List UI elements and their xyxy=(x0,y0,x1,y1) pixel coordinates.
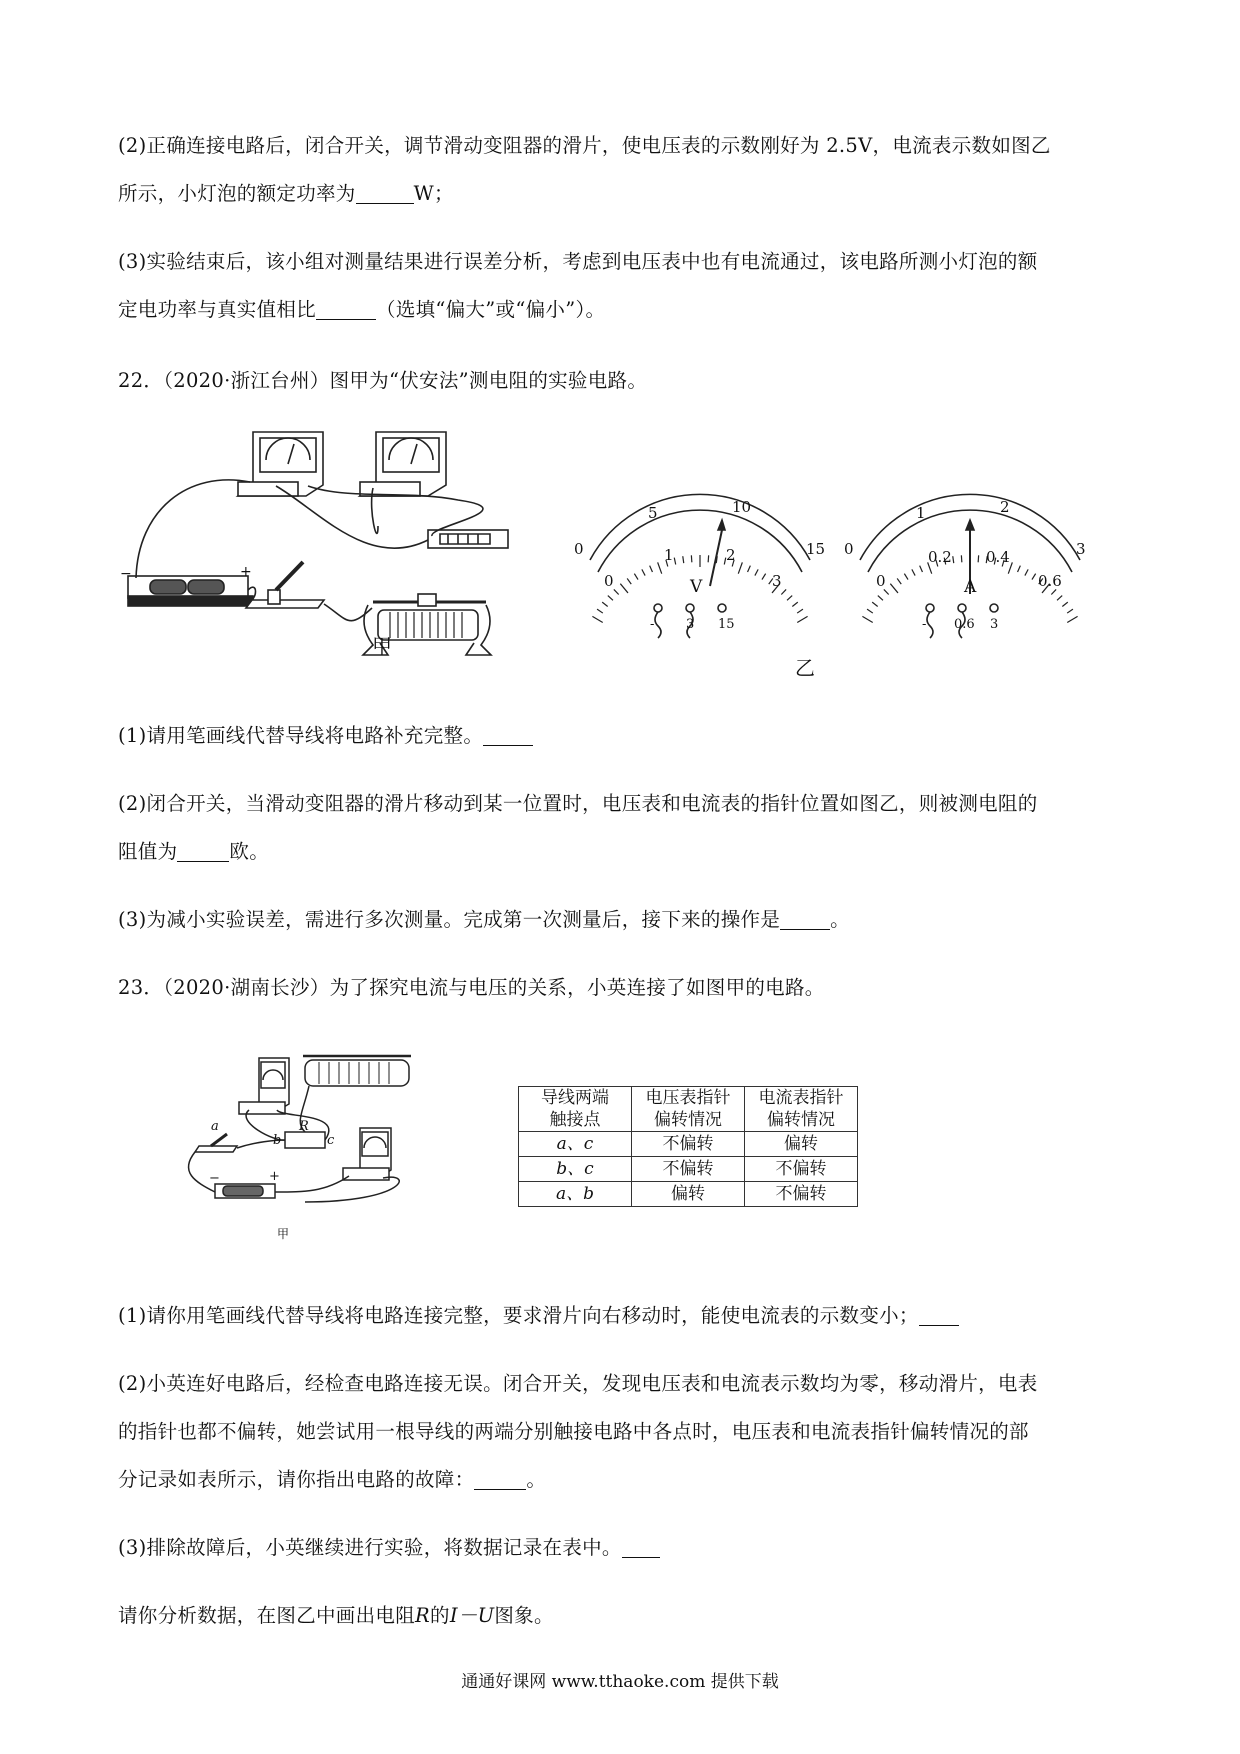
meters-svg xyxy=(570,490,1110,650)
answer-blank[interactable] xyxy=(316,297,376,320)
v-term-neg: - xyxy=(650,617,655,632)
q21-part3-line1: (3)实验结束后，该小组对测量结果进行误差分析，考虑到电压表中也有电流通过，该电路所测小灯泡的额 xyxy=(118,250,1038,273)
q23-part2-line3 xyxy=(118,1456,1128,1504)
meter-tick xyxy=(762,574,766,580)
meter-tick xyxy=(602,602,607,606)
table-header: 电流表指针 偏转情况 xyxy=(745,1087,858,1132)
q22-part2-line2 xyxy=(118,828,1128,876)
svg-text:−: − xyxy=(209,1171,220,1186)
q21-part3-line2 xyxy=(118,286,1128,334)
q22-part2-unit: 欧。 xyxy=(229,840,270,863)
meter-tick xyxy=(620,584,628,593)
table-cell: 不偏转 xyxy=(745,1182,858,1207)
meter-tick xyxy=(738,562,742,573)
q21-part2-unit: W； xyxy=(413,182,454,205)
answer-blank[interactable] xyxy=(780,907,830,930)
table-header: 电压表指针 偏转情况 xyxy=(632,1087,745,1132)
q23-part3-text: (3)排除故障后，小英继续进行实验，将数据记录在表中。 xyxy=(118,1536,622,1559)
v-bot-3: 3 xyxy=(772,572,782,590)
q23-part1-text: (1)请你用笔画线代替导线将电路连接完整，要求滑片向右移动时，能使电流表的示数变小； xyxy=(118,1304,919,1327)
meter-tick xyxy=(755,569,758,575)
meter-tick xyxy=(634,574,638,580)
meter-tick xyxy=(912,569,915,575)
table-row xyxy=(519,1157,858,1182)
meter-tick xyxy=(953,556,954,563)
meter-tick xyxy=(674,558,675,565)
v-term-3: 3 xyxy=(686,617,695,632)
a-term-06: 0.6 xyxy=(954,617,975,632)
point-c: c xyxy=(327,1133,335,1148)
voltmeter-symbol: V xyxy=(690,577,703,597)
meter-tick xyxy=(872,602,877,606)
answer-blank[interactable] xyxy=(919,1303,959,1326)
a-term-neg: - xyxy=(922,617,927,632)
meter-tick xyxy=(797,616,807,622)
q23-part2-line2: 的指针也都不偏转，她尝试用一根导线的两端分别触接电路中各点时，电压表和电流表指针偏转情况的部 xyxy=(118,1420,1029,1443)
v-top-0: 0 xyxy=(574,540,584,558)
q22-part3-text: (3)为减小实验误差，需进行多次测量。完成第一次测量后，接下来的操作是 xyxy=(118,908,781,931)
meter-tick xyxy=(890,584,898,593)
q23-part4-text3: 图象。 xyxy=(494,1604,554,1627)
a-top-1: 1 xyxy=(916,504,926,522)
meter-tick xyxy=(608,596,613,601)
a-bot-06: 0.6 xyxy=(1038,572,1062,590)
table-cell: 不偏转 xyxy=(745,1157,858,1182)
meter-tick xyxy=(1032,574,1036,580)
svg-text:+: + xyxy=(240,564,252,580)
table-cell: b、c xyxy=(519,1157,632,1182)
q22-figure-meters xyxy=(570,490,1110,650)
q22-caption-a: 甲 xyxy=(372,634,393,658)
table-cell: 不偏转 xyxy=(632,1157,745,1182)
table-cell: a、b xyxy=(519,1182,632,1207)
meter-tick xyxy=(862,616,872,622)
q23-figure-circuit xyxy=(185,1052,485,1252)
v-term-15: 15 xyxy=(718,617,735,632)
q23-fault-table xyxy=(518,1086,858,1207)
meter-tick xyxy=(642,569,645,575)
q23-part4-iu: I－U xyxy=(449,1604,495,1627)
q23-part1 xyxy=(118,1292,1128,1340)
a-bot-0: 0 xyxy=(876,572,886,590)
meter-tick xyxy=(884,589,889,594)
answer-blank[interactable] xyxy=(622,1535,660,1558)
q21-part2-text: 所示，小灯泡的额定功率为 xyxy=(118,182,356,205)
table-row xyxy=(519,1182,858,1207)
meter-tick xyxy=(592,616,602,622)
a-top-2: 2 xyxy=(1000,498,1010,516)
table-header: 导线两端 触接点 xyxy=(519,1087,632,1132)
q23-stem: 23．（2020·湖南长沙）为了探究电流与电压的关系，小英连接了如图甲的电路。 xyxy=(118,976,825,999)
ammeter-symbol: A xyxy=(964,577,977,597)
answer-blank[interactable] xyxy=(474,1467,526,1490)
q23-part4-text2: 的 xyxy=(430,1604,450,1627)
meter-tick xyxy=(920,566,923,572)
q22-stem: 22．（2020·浙江台州）图甲为“伏安法”测电阻的实验电路。 xyxy=(118,369,648,392)
q23-part3 xyxy=(118,1524,1128,1572)
answer-blank[interactable] xyxy=(483,723,533,746)
q22-part3 xyxy=(118,896,1128,944)
meter-tick xyxy=(897,578,901,584)
meter-tick xyxy=(1025,569,1028,575)
table-cell: 不偏转 xyxy=(632,1132,745,1157)
meter-tick xyxy=(781,589,786,594)
q21-part2-line2 xyxy=(118,170,1128,218)
meter-tick xyxy=(867,609,873,613)
a-top-3: 3 xyxy=(1076,540,1086,558)
v-bot-2: 2 xyxy=(726,546,736,564)
table-header-row xyxy=(519,1087,858,1132)
a-bot-04: 0.4 xyxy=(986,548,1010,566)
q21-part2-line1: (2)正确连接电路后，闭合开关，调节滑动变阻器的滑片，使电压表的示数刚好为 2.5V，电流表示数如图乙 xyxy=(118,134,1051,157)
q22-part1 xyxy=(118,712,1128,760)
meter-tick xyxy=(650,566,653,572)
table-row xyxy=(519,1132,858,1157)
q22-figure-circuit xyxy=(120,430,558,690)
q22-part2-text: 阻值为 xyxy=(118,840,178,863)
svg-text:−: − xyxy=(120,566,132,582)
table-cell: 偏转 xyxy=(632,1182,745,1207)
q22-part2-line1: (2)闭合开关，当滑动变阻器的滑片移动到某一位置时，电压表和电流表的指针位置如图乙，则被测电阻的 xyxy=(118,792,1038,815)
meter-tick xyxy=(748,566,751,572)
q23-part4 xyxy=(118,1592,1128,1640)
meter-tick xyxy=(597,609,603,613)
q23-part2-text: 分记录如表所示，请你指出电路的故障： xyxy=(118,1468,475,1491)
q23-part2-line1: (2)小英连好电路后，经检查电路连接无误。闭合开关，发现电压表和电流表示数均为零，移动滑片，电表 xyxy=(118,1372,1038,1395)
meter-labels xyxy=(574,498,1086,632)
meter-tick xyxy=(904,574,908,580)
q22-part3-end: 。 xyxy=(830,908,850,931)
resistor-r: R xyxy=(299,1119,309,1134)
q22-part1-text: (1)请用笔画线代替导线将电路补充完整。 xyxy=(118,724,484,747)
q23-caption-a: 甲 xyxy=(277,1227,290,1241)
q23-part4-r: R xyxy=(415,1604,430,1627)
table-cell: a、c xyxy=(519,1132,632,1157)
v-top-15: 15 xyxy=(806,540,826,558)
v-top-5: 5 xyxy=(648,504,658,522)
point-b: b xyxy=(273,1133,282,1148)
page-footer: 通通好课网 www.tthaoke.com 提供下载 xyxy=(461,1672,779,1692)
q21-part3-text: 定电功率与真实值相比 xyxy=(118,298,317,321)
a-top-0: 0 xyxy=(844,540,854,558)
meter-tick xyxy=(1062,602,1067,606)
meter-tick xyxy=(792,602,797,606)
meter-tick xyxy=(1057,596,1062,601)
svg-text:+: + xyxy=(269,1169,280,1184)
q23-part2-end: 。 xyxy=(526,1468,547,1491)
v-bot-1: 1 xyxy=(664,546,674,564)
q22-caption-b: 乙 xyxy=(795,656,816,680)
meter-tick xyxy=(1067,616,1077,622)
point-a: a xyxy=(211,1119,219,1134)
answer-blank[interactable] xyxy=(356,181,414,204)
a-term-3: 3 xyxy=(990,617,999,632)
meter-tick xyxy=(787,596,792,601)
meter-tick xyxy=(1067,609,1073,613)
a-bot-02: 0.2 xyxy=(928,548,952,566)
answer-blank[interactable] xyxy=(177,839,229,862)
table-cell: 偏转 xyxy=(745,1132,858,1157)
meter-tick xyxy=(1018,566,1021,572)
q23-part4-text: 请你分析数据，在图乙中画出电阻 xyxy=(118,1604,416,1627)
v-bot-0: 0 xyxy=(604,572,614,590)
meter-tick xyxy=(878,596,883,601)
q21-part3-option: （选填“偏大”或“偏小”）。 xyxy=(376,298,606,321)
meter-tick xyxy=(797,609,803,613)
v-top-10: 10 xyxy=(732,498,752,516)
meter-tick xyxy=(614,589,619,594)
meter-tick xyxy=(1051,589,1056,594)
meter-tick xyxy=(683,556,684,563)
meter-tick xyxy=(658,562,662,573)
meter-tick xyxy=(627,578,631,584)
